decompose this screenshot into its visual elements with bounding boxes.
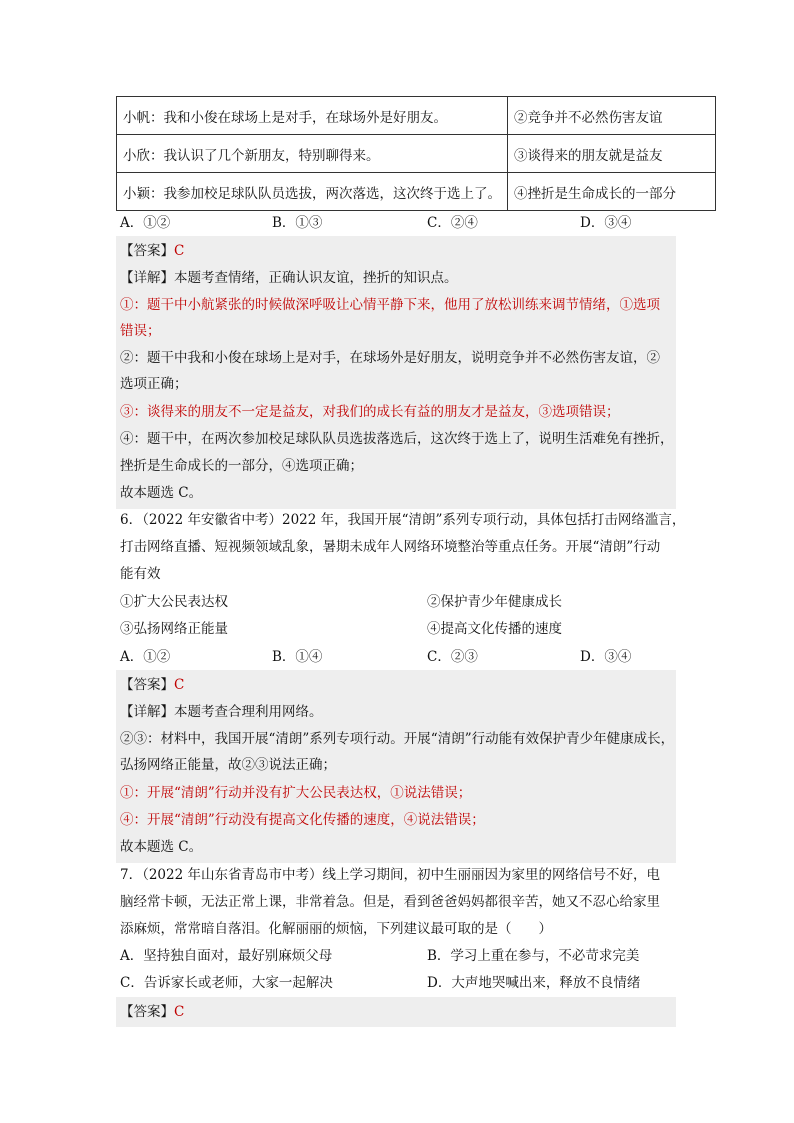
- q5-analysis-line: ④：题干中，在两次参加校足球队队员选拔落选后，这次终于选上了，说明生活难免有挫折，: [120, 431, 674, 447]
- table-cell-statement: 小帆：我和小俊在球场上是对手，在球场外是好朋友。: [117, 97, 508, 135]
- q7-option-c: C．告诉家长或老师，大家一起解决: [120, 975, 333, 991]
- answer-value: C: [174, 677, 185, 693]
- answer-value: C: [174, 243, 185, 259]
- q6-answer: [120, 676, 184, 694]
- q6-analysis-line: 弘扬网络正能量，故②③说法正确；: [120, 757, 336, 773]
- q5-analysis-line: 选项正确；: [120, 376, 188, 392]
- answer-value: C: [174, 1004, 185, 1020]
- q7-stem-line: 7．（2022 年山东省青岛市中考）线上学习期间，初中生丽丽因为家里的网络信号不好，电: [120, 867, 660, 883]
- q6-option-a: A．①②: [120, 649, 171, 665]
- q6-option-b: B．①④: [272, 649, 323, 665]
- answer-tag: 【答案】: [120, 243, 174, 259]
- q7-option-b: B．学习上重在参与，不必苛求完美: [427, 948, 640, 964]
- q7-option-d: D．大声地哭喊出来，释放不良情绪: [427, 975, 641, 991]
- q5-analysis-line: ①：题干中小航紧张的时候做深呼吸让心情平静下来，他用了放松训练来调节情绪，①选项: [120, 297, 660, 313]
- detail-tag: 【详解】: [120, 270, 174, 286]
- q6-analysis-line: ②③：材料中，我国开展“清朗”系列专项行动。开展“清朗”行动能有效保护青少年健康成长，: [120, 731, 675, 747]
- answer-tag: 【答案】: [120, 677, 174, 693]
- q6-item-3: ③弘扬网络正能量: [120, 621, 228, 637]
- q5-analysis-line: 错误；: [120, 323, 161, 339]
- q7-answer-block: [116, 997, 676, 1027]
- q6-analysis-line: ①：开展“清朗”行动并没有扩大公民表达权，①说法错误；: [120, 785, 472, 801]
- q5-conclusion: 故本题选 C。: [120, 485, 203, 501]
- detail-text: 本题考查情绪，正确认识友谊，挫折的知识点。: [174, 270, 458, 286]
- q6-item-1: ①扩大公民表达权: [120, 594, 228, 610]
- q5-answer: [120, 242, 184, 260]
- table-cell-conclusion: ④挫折是生命成长的一部分: [508, 173, 716, 211]
- q5-option-d: D．③④: [580, 215, 632, 231]
- q6-item-4: ④提高文化传播的速度: [427, 621, 562, 637]
- q6-analysis-line: ④：开展“清朗”行动没有提高文化传播的速度，④说法错误；: [120, 812, 485, 828]
- table-row: [117, 97, 716, 135]
- q5-detail: [120, 269, 458, 287]
- table-cell-conclusion: ②竞争并不必然伤害友谊: [508, 97, 716, 135]
- q6-detail: [120, 703, 323, 721]
- q6-option-d: D．③④: [580, 649, 632, 665]
- q5-analysis-line: ②：题干中我和小俊在球场上是对手，在球场外是好朋友，说明竞争并不必然伤害友谊，②: [120, 350, 660, 366]
- q5-option-a: A．①②: [120, 215, 171, 231]
- table-cell-statement: 小颖：我参加校足球队队员选拔，两次落选，这次终于选上了。: [117, 173, 508, 211]
- q6-stem-line: 能有效: [120, 566, 161, 582]
- q6-item-2: ②保护青少年健康成长: [427, 594, 562, 610]
- q7-option-a: A．坚持独自面对，最好别麻烦父母: [120, 948, 333, 964]
- q5-analysis-line: 挫折是生命成长的一部分，④选项正确；: [120, 458, 363, 474]
- table-cell-statement: 小欣：我认识了几个新朋友，特别聊得来。: [117, 135, 508, 173]
- detail-tag: 【详解】: [120, 704, 174, 720]
- q5-option-c: C．②④: [427, 215, 478, 231]
- table-row: [117, 173, 716, 211]
- q5-analysis-line: ③：谈得来的朋友不一定是益友，对我们的成长有益的朋友才是益友，③选项错误；: [120, 404, 620, 420]
- table-row: [117, 135, 716, 173]
- q6-conclusion: 故本题选 C。: [120, 839, 203, 855]
- option-match-table: [116, 96, 716, 211]
- q7-stem-line: 脑经常卡顿，无法正常上课，非常着急。但是，看到爸爸妈妈都很辛苦，她又不忍心给家里: [120, 894, 660, 910]
- q5-option-b: B．①③: [272, 215, 323, 231]
- q6-stem-line: 6．（2022 年安徽省中考）2022 年，我国开展“清朗”系列专项行动，具体包括打击网络滥言，: [120, 512, 686, 528]
- q6-stem-line: 打击网络直播、短视频领域乱象，暑期未成年人网络环境整治等重点任务。开展“清朗”行动: [120, 539, 661, 555]
- q7-answer: [120, 1003, 184, 1021]
- answer-tag: 【答案】: [120, 1004, 174, 1020]
- detail-text: 本题考查合理利用网络。: [174, 704, 323, 720]
- q6-option-c: C．②③: [427, 649, 478, 665]
- table-cell-conclusion: ③谈得来的朋友就是益友: [508, 135, 716, 173]
- q7-stem-line: 添麻烦，常常暗自落泪。化解丽丽的烦恼，下列建议最可取的是（ ）: [120, 921, 552, 937]
